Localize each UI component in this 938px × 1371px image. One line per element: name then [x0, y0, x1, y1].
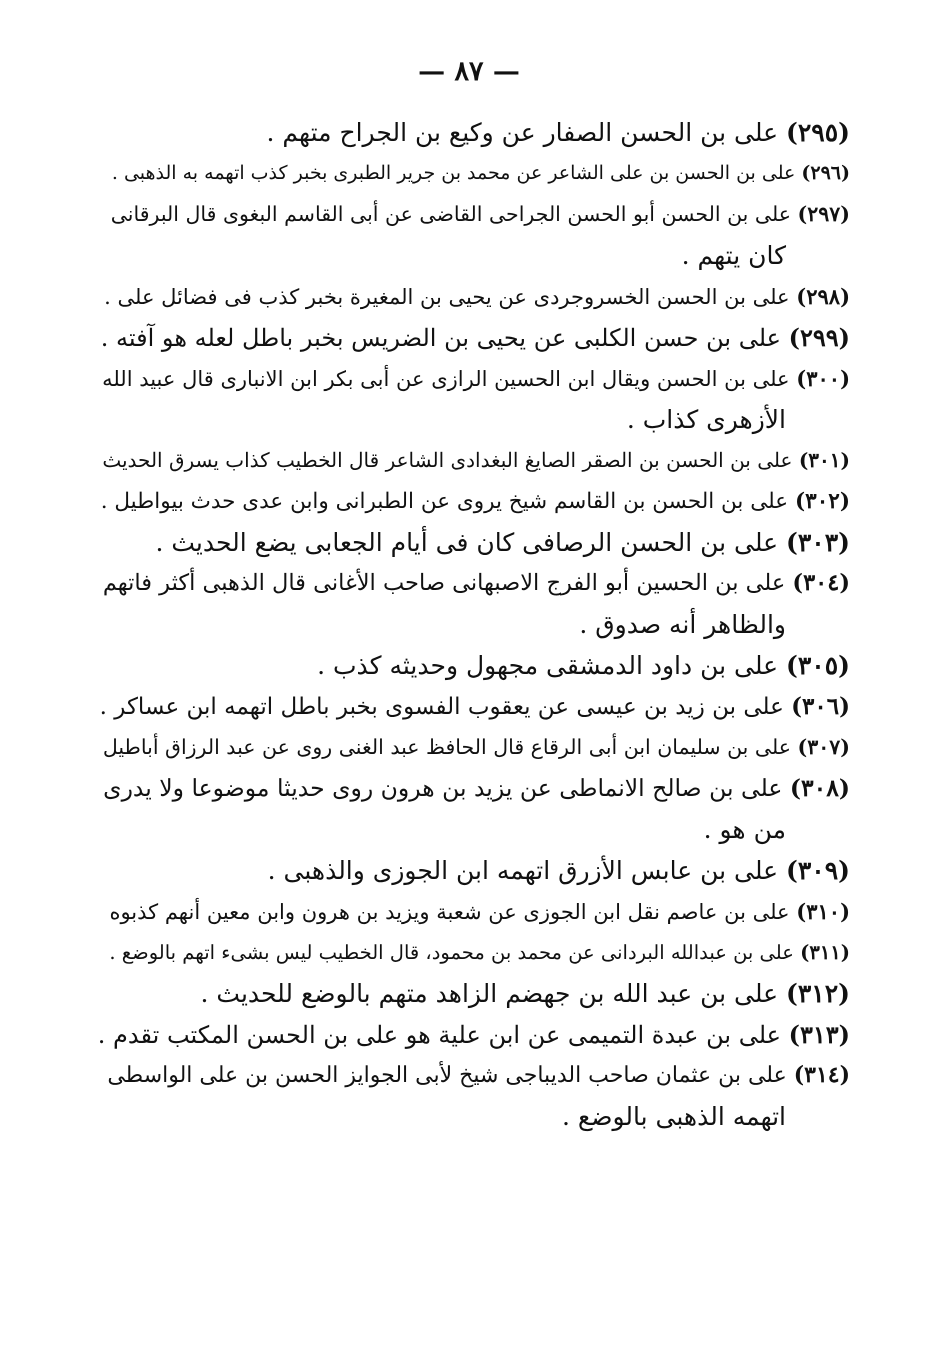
entry-number: (٢٩٥): [786, 118, 850, 147]
entry-number: (٢٩٧): [797, 202, 850, 226]
entry-first-line: [98, 317, 850, 358]
entry-number: (٢٩٨): [796, 284, 850, 309]
entry-first-line: [98, 563, 850, 604]
entry-text: على بن زيد بن عيسى عن يعقوب الفسوى بخبر باطل اتهمه ابن عساكر .: [99, 694, 784, 720]
entry-item: [98, 932, 850, 973]
entry-first-line: [98, 645, 850, 686]
entry-text: على بن حسن الكلبى عن يحيى بن الضريس بخبر باطل لعله هو آفته .: [100, 324, 781, 352]
entry-text: على بن الحسن بن القاسم شيخ يروى عن الطبرانى وابن عدى حدث بيواطيل .: [100, 489, 789, 514]
entry-item: [98, 317, 850, 358]
entry-number: (٣١٢): [786, 979, 850, 1008]
entry-item: [98, 1055, 850, 1137]
entry-text: على بن الحسن الصفار عن وكيع بن الجراح متهم .: [266, 118, 779, 147]
entry-continuation: الأزهرى كذاب .: [626, 405, 786, 434]
entry-text: على بن عثمان صاحب الديباجى شيخ لأبى الجوايز الحسن بن على الواسطى: [107, 1063, 787, 1088]
entry-first-line: [98, 112, 850, 153]
entry-item: [98, 153, 850, 194]
entry-item: [98, 194, 850, 276]
entry-item: [98, 481, 850, 522]
entry-first-line: [98, 891, 850, 932]
entry-text: على بن عاصم نقل ابن الجوزى عن شعبة ويزيد بن هرون وابن معين أنهم كذبوه: [109, 900, 790, 924]
entry-text: على بن داود الدمشقى مجهول وحديثه كذب .: [317, 651, 779, 680]
entry-number: (٣١٤): [793, 1062, 850, 1088]
entry-item: [98, 358, 850, 440]
entry-text: على بن صالح الانماطى عن يزيد بن هرون روى حديثا موضوعا ولا يدرى: [103, 774, 783, 802]
entry-text: على بن عبدالله البردانى عن محمد بن محمود، قال الخطيب ليس بشىء اتهم بالوضع .: [109, 941, 794, 964]
entry-text: على بن سليمان ابن أبى الرقاع قال الحافظ عبد الغنى روى عن عبد الرزاق أباطيل: [102, 735, 792, 759]
entry-number: (٣٠٨): [789, 774, 850, 802]
entry-text: على بن عبدة التميمى عن ابن علية هو على بن الحسن المكتب تقدم .: [97, 1021, 781, 1049]
entry-text: على بن الحسن بن على الشاعر عن محمد بن جرير الطبرى بخبر كذب اتهمه به الذهبى .: [111, 162, 796, 184]
entry-text: على بن الحسن ويقال ابن الحسين الرازى عن أبى بكر ابن الانبارى قال عبيد الله: [102, 367, 790, 391]
entry-first-line: [98, 727, 850, 768]
entry-first-line: [98, 194, 850, 235]
entry-first-line: [98, 932, 850, 973]
entry-number: (٣٠٤): [792, 570, 850, 596]
entry-number: (٣٠٧): [797, 735, 850, 759]
entry-number: (٣١٠): [796, 899, 850, 924]
entry-number: (٣١١): [800, 941, 850, 964]
entry-item: [98, 973, 850, 1014]
entry-item: [98, 440, 850, 481]
entry-item: [98, 1014, 850, 1055]
entry-text: على بن الحسن بن الصقر الصايغ البغدادى الشاعر قال الخطيب كذاب يسرق الحديث: [102, 448, 793, 472]
entry-number: (٣٠٥): [786, 651, 850, 680]
entry-first-line: [98, 850, 850, 891]
entry-number: (٣١٣): [788, 1020, 850, 1049]
entry-text: على بن عبد الله بن جهضم الزاهد متهم بالوضع للحديث .: [200, 979, 779, 1008]
entry-first-line: [98, 973, 850, 1014]
entry-text: على بن الحسين أبو الفرج الاصبهانى صاحب الأغانى قال الذهبى أكثر فاتهم: [102, 570, 786, 596]
page-number: — ٨٧ —: [418, 56, 520, 87]
entry-first-line: [98, 1014, 850, 1055]
entry-continuation: اتهمه الذهبى بالوضع .: [562, 1102, 786, 1131]
entry-first-line: [98, 153, 850, 194]
entry-number: (٣٠١): [798, 448, 850, 472]
entry-item: [98, 727, 850, 768]
entry-number: (٢٩٩): [788, 323, 850, 352]
entry-text: على بن الحسن الخسروجردى عن يحيى بن المغيرة بخبر كذب فى فضائل على .: [104, 285, 790, 309]
entry-item: [98, 768, 850, 850]
entry-number: (٣٠٠): [796, 366, 850, 391]
entry-first-line: [98, 768, 850, 809]
entry-first-line: [98, 358, 850, 399]
entry-item: [98, 112, 850, 153]
entry-number: (٣٠٣): [786, 528, 850, 557]
entry-number: (٣٠٩): [786, 856, 850, 885]
entry-text: على بن الحسن الرصافى كان فى أيام الجعابى يضع الحديث .: [155, 528, 779, 557]
entry-item: [98, 850, 850, 891]
entry-first-line: [98, 276, 850, 317]
entry-number: (٣٠٢): [794, 489, 850, 514]
entry-first-line: [98, 522, 850, 563]
entry-continuation: كان يتهم .: [681, 241, 786, 270]
entry-item: [98, 563, 850, 645]
entry-continuation: من هو .: [703, 815, 786, 844]
entry-item: [98, 276, 850, 317]
entry-item: [98, 891, 850, 932]
entry-text: على بن الحسن أبو الحسن الجراحى القاضى عن أبى القاسم البغوى قال البرقانى: [110, 202, 792, 226]
entry-continuation: والظاهر أنه صدوق .: [579, 610, 786, 639]
entry-first-line: [98, 1055, 850, 1096]
entry-list: [98, 112, 850, 1137]
entry-number: (٢٩٦): [801, 162, 850, 184]
entry-item: [98, 645, 850, 686]
entry-item: [98, 686, 850, 727]
entry-item: [98, 522, 850, 563]
entry-first-line: [98, 686, 850, 727]
entry-first-line: [98, 481, 850, 522]
entry-number: (٣٠٦): [791, 693, 850, 720]
entry-text: على بن عابس الأزرق اتهمه ابن الجوزى والذهبى .: [267, 856, 779, 885]
entry-first-line: [98, 440, 850, 481]
